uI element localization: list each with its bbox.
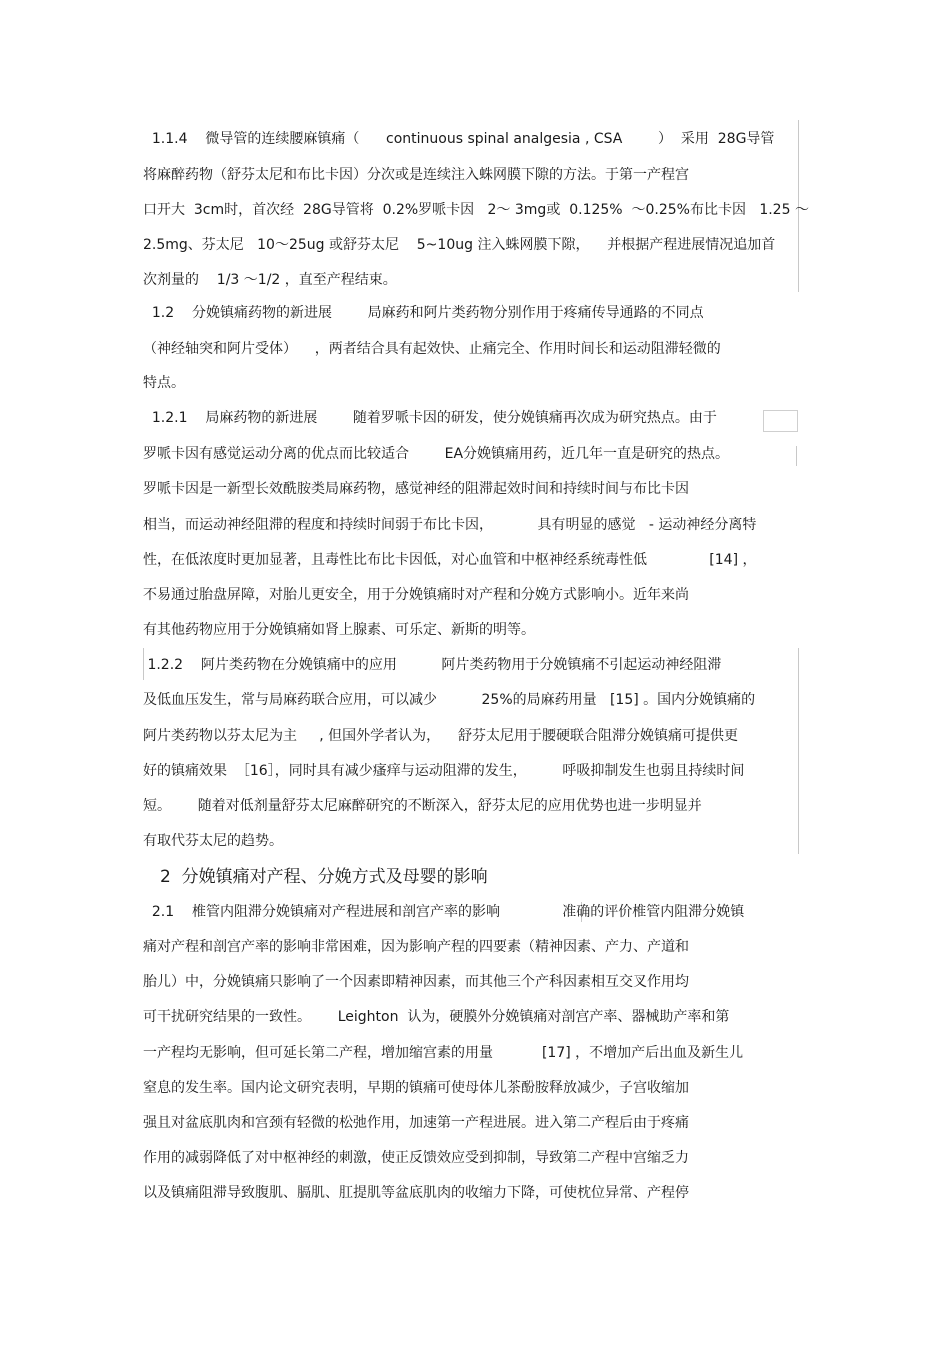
text-line: 短。 随着对低剂量舒芬太尼麻醉研究的不断深入，舒芬太尼的应用优势也进一步明显并 xyxy=(143,798,702,814)
text-line: 可干扰研究结果的一致性。 Leighton 认为，硬膜外分娩镇痛对剖宫产率、器械助产率和第 xyxy=(143,1009,730,1025)
text-line: 有其他药物应用于分娩镇痛如肾上腺素、可乐定、新斯的明等。 xyxy=(143,622,535,638)
section-heading: 2 分娩镇痛对产程、分娩方式及母婴的影响 xyxy=(160,867,488,887)
margin-rule-mid-small xyxy=(796,446,797,466)
text-line: 2.5mg、芬太尼 10～25ug 或舒芬太尼 5~10ug 注入蛛网膜下隙， 并根据产程进展情况追加首 xyxy=(143,237,776,253)
text-line: 特点。 xyxy=(143,375,185,391)
text-line: 作用的减弱降低了对中枢神经的刺激，使正反馈效应受到抑制，导致第二产程中宫缩乏力 xyxy=(143,1150,689,1166)
text-line: 窒息的发生率。国内论文研究表明，早期的镇痛可使母体儿茶酚胺释放减少，子宫收缩加 xyxy=(143,1080,689,1096)
text-line: 好的镇痛效果 ［16］，同时具有减少瘙痒与运动阻滞的发生， 呼吸抑制发生也弱且持续时间 xyxy=(143,763,745,779)
text-line: 痛对产程和剖宫产率的影响非常困难，因为影响产程的四要素（精神因素、产力、产道和 xyxy=(143,939,689,955)
text-line: 罗哌卡因有感觉运动分离的优点而比较适合 EA分娩镇痛用药，近几年一直是研究的热点。 xyxy=(143,446,730,462)
text-line: 1.1.4 微导管的连续腰麻镇痛（ continuous spinal analgesia , CSA ） 采用 28G导管 xyxy=(143,131,775,147)
text-line: 一产程均无影响，但可延长第二产程，增加缩宫素的用量 [17] ，不增加产后出血及新生儿 xyxy=(143,1045,744,1061)
text-line: 1.2 分娩镇痛药物的新进展 局麻药和阿片类药物分别作用于疼痛传导通路的不同点 xyxy=(143,305,704,321)
text-line: 口开大 3cm时，首次经 28G导管将 0.2%罗哌卡因 2～ 3mg或 0.125% ～0.25%布比卡因 1.25 ～ xyxy=(143,202,809,218)
text-line: 将麻醉药物（舒芬太尼和布比卡因）分次或是连续注入蛛网膜下隙的方法。于第一产程宫 xyxy=(143,167,689,183)
margin-rule-mid xyxy=(798,648,799,854)
text-line: 阿片类药物以芬太尼为主 , 但国外学者认为， 舒芬太尼用于腰硬联合阻滞分娩镇痛可提供更 xyxy=(143,728,738,744)
text-line: 罗哌卡因是一新型长效酰胺类局麻药物，感觉神经的阻滞起效时间和持续时间与布比卡因 xyxy=(143,481,689,497)
text-line: 胎儿）中，分娩镇痛只影响了一个因素即精神因素，而其他三个产科因素相互交叉作用均 xyxy=(143,974,689,990)
text-line: 不易通过胎盘屏障，对胎儿更安全，用于分娩镇痛时对产程和分娩方式影响小。近年来尚 xyxy=(143,587,689,603)
text-line: （神经轴突和阿片受体） ，两者结合具有起效快、止痛完全、作用时间长和运动阻滞轻微的 xyxy=(143,341,721,357)
text-line: 及低血压发生，常与局麻药联合应用，可以减少 25%的局麻药用量 [15] 。国内分娩镇痛的 xyxy=(143,692,756,708)
text-line: 有取代芬太尼的趋势。 xyxy=(143,833,283,849)
text-line: 1.2.2 阿片类药物在分娩镇痛中的应用 阿片类药物用于分娩镇痛不引起运动神经阻滞 xyxy=(143,657,722,673)
text-line: 2.1 椎管内阻滞分娩镇痛对产程进展和剖宫产率的影响 准确的评价椎管内阻滞分娩镇 xyxy=(143,904,745,920)
text-line: 次剂量的 1/3 ～1/2 ，直至产程结束。 xyxy=(143,272,397,288)
text-line: 性，在低浓度时更加显著，且毒性比布比卡因低，对心血管和中枢神经系统毒性低 [14] ， xyxy=(143,552,757,568)
text-line: 相当，而运动神经阻滞的程度和持续时间弱于布比卡因， 具有明显的感觉 - 运动神经分离特 xyxy=(143,517,757,533)
text-line: 强且对盆底肌肉和宫颈有轻微的松弛作用，加速第一产程进展。进入第二产程后由于疼痛 xyxy=(143,1115,689,1131)
scan-box-artifact xyxy=(763,410,798,432)
text-line: 1.2.1 局麻药物的新进展 随着罗哌卡因的研发，使分娩镇痛再次成为研究热点。由于 xyxy=(143,410,717,426)
text-line: 以及镇痛阻滞导致腹肌、膈肌、肛提肌等盆底肌肉的收缩力下降，可使枕位异常、产程停 xyxy=(143,1185,689,1201)
